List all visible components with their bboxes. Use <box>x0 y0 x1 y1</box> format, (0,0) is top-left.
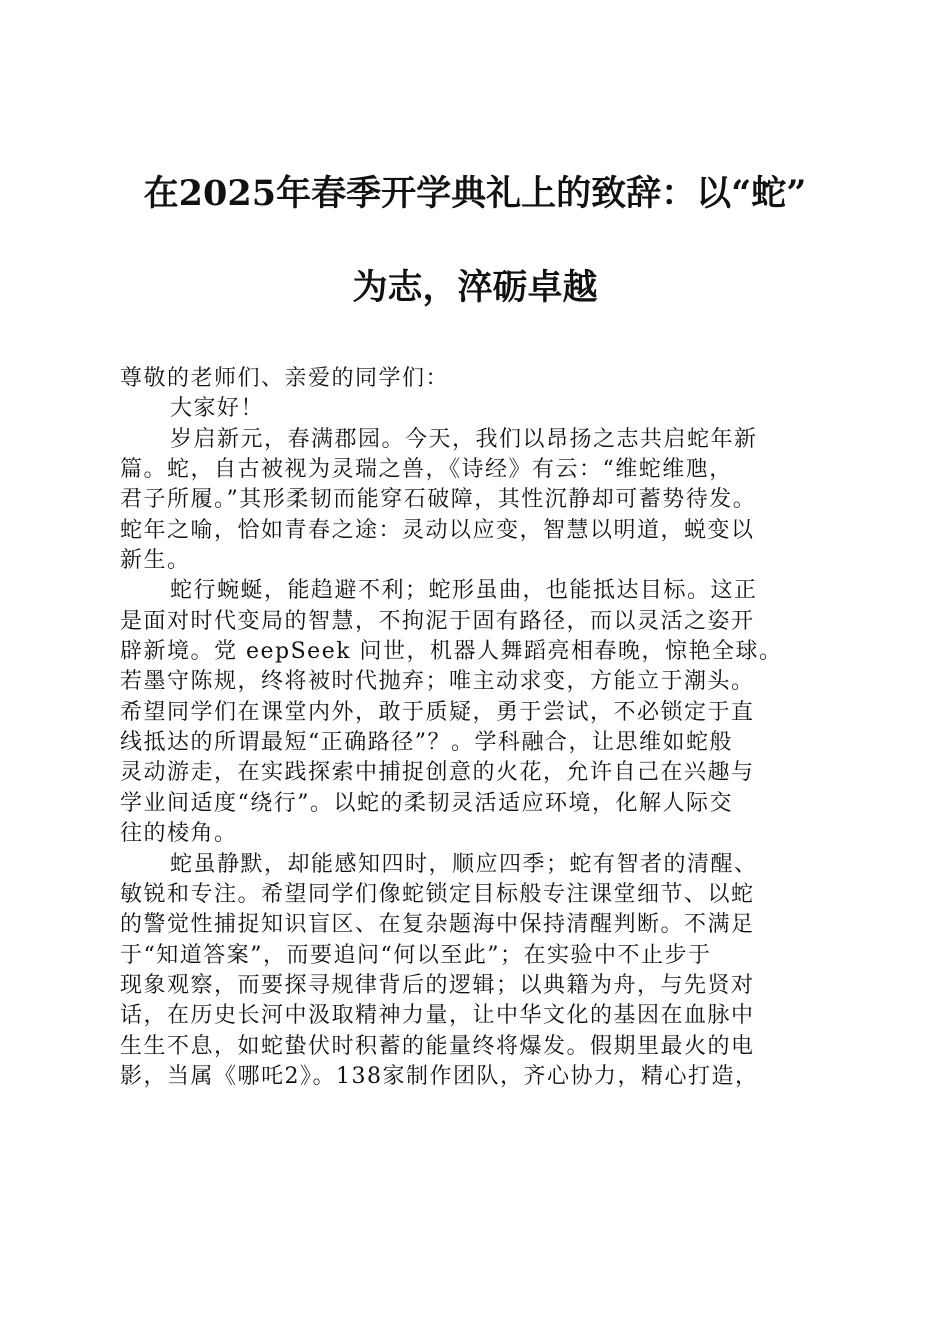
body-line: 蛇行蜿蜒，能趋避不利；蛇形虽曲，也能抵达目标。这正 <box>170 578 758 604</box>
body-line: 是面对时代变局的智慧，不拘泥于固有路径，而以灵活之姿开 <box>120 608 755 634</box>
body-line: 影，当属《哪吒2》。138家制作团队，齐心协力，精心打造， <box>120 1063 759 1089</box>
body-line: 敏锐和专注。希望同学们像蛇锁定目标般专注课堂细节、以蛇 <box>120 881 755 907</box>
document-title-line-1: 在2025年春季开学典礼上的致辞：以“蛇” <box>143 173 807 214</box>
body-line: 君子所履。”其形柔韧而能穿石破障，其性沉静却可蓄势待发。 <box>120 487 757 513</box>
body-line: 往的棱角。 <box>120 821 238 847</box>
body-line: 尊敬的老师们、亲爱的同学们： <box>120 366 450 391</box>
body-line: 于“知道答案”，而要追问“何以至此”；在实验中不止步于 <box>120 942 712 968</box>
body-line: 若墨守陈规，终将被时代抛弃；唯主动求变，方能立于潮头。 <box>120 669 755 695</box>
body-line: 希望同学们在课堂内外，敢于质疑，勇于尝试，不必锁定于直 <box>120 699 755 725</box>
body-line: 生生不息，如蛇蛰伏时积蓄的能量终将爆发。假期里最火的电 <box>120 1033 755 1059</box>
body-line: 的警觉性捕捉知识盲区、在复杂题海中保持清醒判断。不满足 <box>120 912 755 938</box>
body-line: 话，在历史长河中汲取精神力量，让中华文化的基因在血脉中 <box>120 1003 755 1029</box>
body-line: 学业间适度“绕行”。以蛇的柔韧灵活适应环境，化解人际交 <box>120 790 733 816</box>
document-title-line-2: 为志，淬砺卓越 <box>352 267 598 308</box>
body-line: 辟新境。党 eepSeek 问世，机器人舞蹈亮相春晚，惊艳全球。 <box>120 639 783 665</box>
body-line: 灵动游走，在实践探索中捕捉创意的火花，允许自己在兴趣与 <box>120 760 755 786</box>
body-line: 篇。蛇，自古被视为灵瑞之兽，《诗经》有云：“维蛇维虺， <box>120 457 733 483</box>
body-line: 岁启新元，春满郡园。今天，我们以昂扬之志共启蛇年新 <box>170 426 758 452</box>
body-line: 线抵达的所谓最短“正确路径”？。学科融合，让思维如蛇般 <box>120 730 733 756</box>
document-body <box>120 364 850 1092</box>
body-line: 蛇虽静默，却能感知四时，顺应四季；蛇有智者的清醒、 <box>170 851 758 877</box>
body-line: 新生。 <box>120 548 191 574</box>
body-line: 大家好！ <box>170 396 265 422</box>
body-line: 现象观察，而要探寻规律背后的逻辑；以典籍为舟，与先贤对 <box>120 972 755 998</box>
body-line: 蛇年之喻，恰如青春之途：灵动以应变，智慧以明道，蜕变以 <box>120 517 755 543</box>
